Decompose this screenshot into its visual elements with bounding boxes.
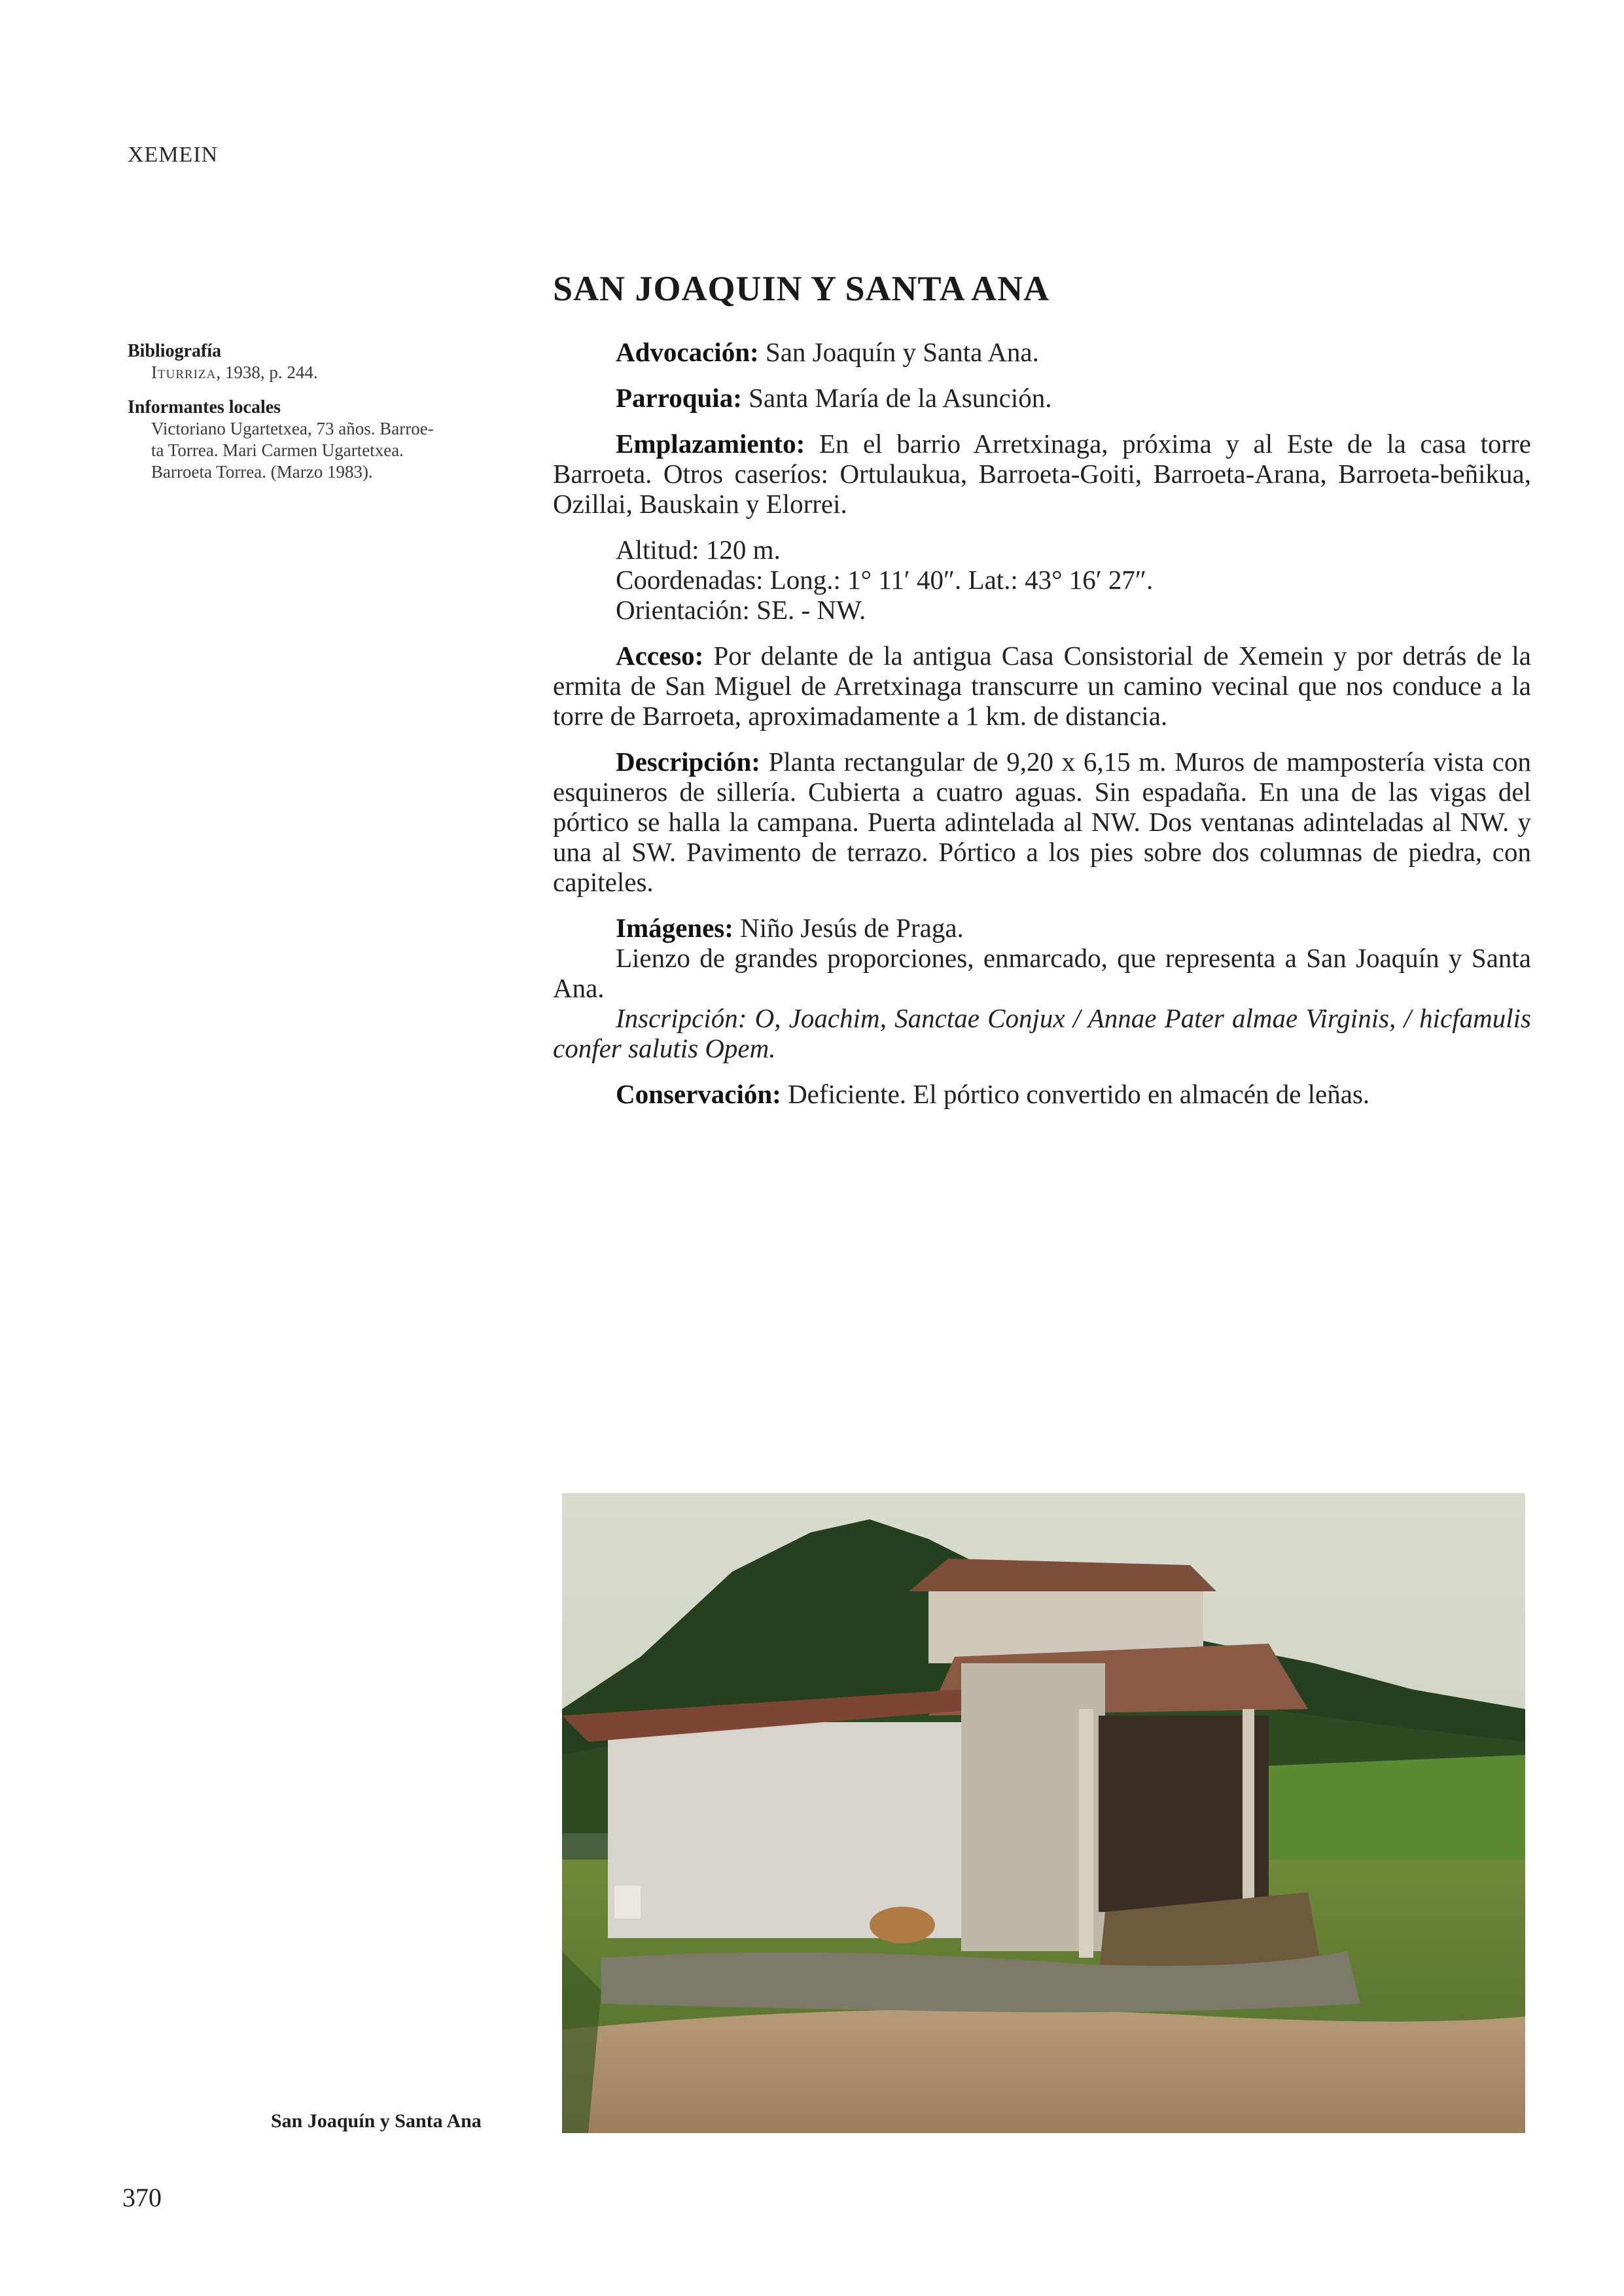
bibliografia-block	[128, 340, 507, 383]
inscripcion-paragraph: Inscripción: O, Joachim, Sanctae Conjux / Annae Pater almae Virginis, / hicfamulis confer salutis Opem.	[553, 1003, 1531, 1063]
informantes-block	[128, 397, 507, 483]
bibliografia-entry	[128, 362, 507, 383]
sidebar-notes	[128, 340, 507, 496]
lienzo-paragraph: Lienzo de grandes proporciones, enmarcado, que representa a San Joaquín y Santa Ana.	[553, 943, 1531, 1003]
bibliografia-author: Iturriza	[151, 362, 217, 382]
advocacion-text: San Joaquín y Santa Ana.	[758, 337, 1039, 367]
emplazamiento-label: Emplazamiento:	[616, 429, 805, 459]
acceso-label: Acceso:	[616, 641, 704, 671]
imagenes-line	[553, 913, 1531, 943]
advocacion-paragraph	[553, 337, 1531, 367]
informantes-line-2: ta Torrea. Mari Carmen Ugartetxea.	[151, 440, 404, 460]
running-head: XEMEIN	[128, 143, 219, 167]
conservacion-paragraph	[553, 1079, 1531, 1109]
descripcion-text: Planta rectangular de 9,20 x 6,15 m. Muros de mampostería vista con esquineros de sillería. Cubierta a cuatro aguas. Sin espadaña. En una de las vigas del pórtico se halla la campana. Puerta adintelada al NW. Dos ventanas adinteladas al NW. y una al SW. Pavimento de terrazo. Pórtico a los pies sobre dos columnas de piedra, con capiteles.	[553, 747, 1531, 897]
acceso-paragraph	[553, 641, 1531, 731]
emplazamiento-paragraph	[553, 429, 1531, 519]
bibliografia-reference: , 1938, p. 244.	[216, 362, 318, 382]
conservacion-label: Conservación:	[616, 1079, 781, 1109]
emplazamiento-text: En el barrio Arretxinaga, próxima y al Este de la casa torre Barroeta. Otros caseríos: Ortulaukua, Barroeta-Goiti, Barroeta-Arana, Barroeta-beñikua, Ozillai, Bauskain y Elorrei.	[553, 429, 1531, 519]
parroquia-paragraph	[553, 383, 1531, 413]
informantes-line-3: Barroeta Torrea. (Marzo 1983).	[151, 462, 373, 482]
page-title: SAN JOAQUIN Y SANTA ANA	[553, 269, 1050, 308]
figure-caption: San Joaquín y Santa Ana	[271, 2110, 482, 2132]
imagenes-text: Niño Jesús de Praga.	[733, 913, 964, 943]
advocacion-label: Advocación:	[616, 337, 759, 367]
parroquia-text: Santa María de la Asunción.	[741, 383, 1052, 413]
imagenes-paragraph	[553, 913, 1531, 943]
informantes-heading: Informantes locales	[128, 397, 281, 417]
conservacion-text: Deficiente. El pórtico convertido en almacén de leñas.	[781, 1079, 1370, 1109]
orientacion-line: Orientación: SE. - NW.	[616, 595, 866, 625]
page-number: 370	[122, 2183, 162, 2212]
imagenes-label: Imágenes:	[616, 913, 733, 943]
location-data	[553, 535, 1531, 625]
coordenadas-line: Coordenadas: Long.: 1° 11′ 40″. Lat.: 43° 16′ 27″.	[616, 565, 1154, 595]
descripcion-paragraph	[553, 747, 1531, 897]
article-body	[553, 337, 1531, 1125]
parroquia-label: Parroquia:	[616, 383, 742, 413]
informantes-line-1: Victoriano Ugartetxea, 73 años. Barroe-	[151, 419, 434, 438]
altitud-line: Altitud: 120 m.	[616, 535, 781, 565]
hermitage-photo	[562, 1493, 1525, 2133]
acceso-text: Por delante de la antigua Casa Consistorial de Xemein y por detrás de la ermita de San Miguel de Arretxinaga transcurre un camino vecinal que nos conduce a la torre de Barroeta, aproximadamente a 1 km. de distancia.	[553, 641, 1531, 731]
bibliografia-heading: Bibliografía	[128, 341, 222, 361]
descripcion-label: Descripción:	[616, 747, 760, 777]
